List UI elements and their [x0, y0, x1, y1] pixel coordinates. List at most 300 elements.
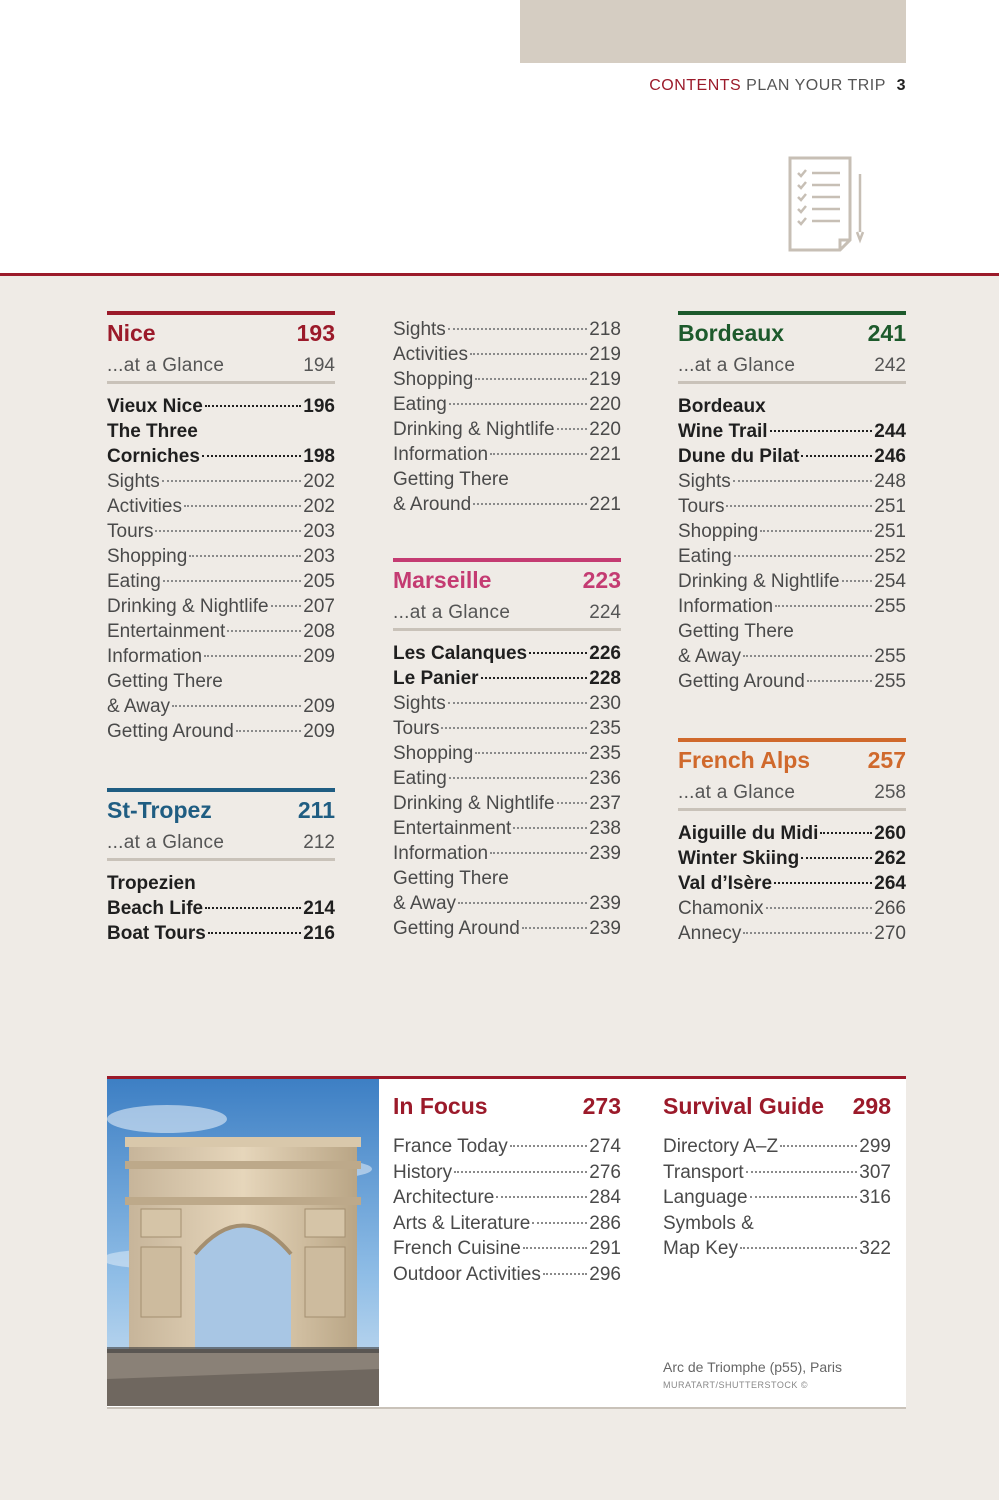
section-title: St-Tropez: [107, 797, 212, 823]
toc-entry[interactable]: [678, 494, 906, 519]
glance-label: ...at a Glance: [393, 601, 511, 623]
section-page: 257: [867, 747, 906, 773]
entry-label: Drinking & Nightlife: [678, 571, 840, 592]
entry-label: & Around: [393, 494, 472, 515]
toc-entry[interactable]: [107, 594, 335, 619]
section-page: 223: [582, 567, 621, 593]
dot-leader: [522, 927, 588, 929]
entry-page: 205: [303, 571, 335, 592]
dot-leader: [543, 1273, 587, 1275]
section-title-in-focus[interactable]: [393, 1093, 621, 1126]
toc-entry[interactable]: [393, 866, 621, 891]
dot-leader: [473, 503, 587, 505]
entry-page: 270: [874, 923, 906, 944]
dot-leader: [557, 428, 588, 430]
dot-leader: [557, 802, 588, 804]
entry-list: [678, 821, 906, 946]
toc-entry[interactable]: [393, 467, 621, 492]
entry-page: 216: [303, 923, 335, 944]
entry-label: Aiguille du Midi: [678, 823, 819, 844]
section-page: 298: [852, 1093, 891, 1119]
dot-leader: [189, 555, 301, 557]
entry-label: & Away: [393, 893, 457, 914]
dot-leader: [496, 1196, 587, 1198]
entry-page: 254: [874, 571, 906, 592]
dot-leader: [734, 555, 872, 557]
dot-leader: [770, 430, 873, 432]
column-left: [107, 311, 335, 946]
toc-entry[interactable]: [107, 644, 335, 669]
dot-leader: [775, 605, 872, 607]
entry-page: 262: [874, 848, 906, 869]
section-title-st-tropez[interactable]: [107, 788, 335, 827]
toc-entry[interactable]: [393, 392, 621, 417]
entry-page: 322: [859, 1238, 891, 1259]
toc-entry[interactable]: [393, 1211, 621, 1237]
entry-label: Eating: [393, 394, 447, 415]
toc-entry[interactable]: [678, 394, 906, 419]
dot-leader: [490, 852, 587, 854]
toc-entry[interactable]: [107, 419, 335, 444]
entry-label: French Cuisine: [393, 1238, 521, 1259]
glance-page: 258: [874, 781, 906, 803]
dot-leader: [204, 655, 301, 657]
entry-label: Beach Life: [107, 898, 204, 919]
entry-page: 255: [874, 596, 906, 617]
entry-page: 209: [303, 696, 335, 717]
entry-label: Getting Around: [678, 671, 805, 692]
toc-entry[interactable]: [663, 1134, 891, 1160]
dot-leader: [490, 453, 587, 455]
section-nice: [107, 311, 335, 744]
toc-entry[interactable]: [393, 666, 621, 691]
entry-page: 237: [589, 793, 621, 814]
entry-page: 284: [589, 1187, 621, 1208]
entry-page: 209: [303, 721, 335, 742]
toc-entry[interactable]: [393, 1236, 621, 1262]
dot-leader: [481, 677, 588, 679]
entry-page: 274: [589, 1136, 621, 1157]
toc-entry[interactable]: [107, 719, 335, 744]
entry-page: 202: [303, 471, 335, 492]
photo-credit: MURATART/SHUTTERSTOCK ©: [663, 1380, 808, 1390]
dot-leader: [510, 1145, 588, 1147]
entry-label: Transport: [663, 1161, 744, 1183]
entry-label: History: [393, 1161, 453, 1183]
toc-entry[interactable]: [393, 916, 621, 941]
toc-entry[interactable]: [663, 1160, 891, 1186]
entry-label: Eating: [678, 546, 732, 567]
toc-entry[interactable]: [393, 1185, 621, 1211]
entry-list-continued: [393, 317, 621, 517]
entry-page: 248: [874, 471, 906, 492]
entry-page: 238: [589, 818, 621, 839]
entry-page: 221: [589, 444, 621, 465]
entry-page: 296: [589, 1263, 621, 1285]
entry-label: Wine Trail: [678, 421, 768, 442]
glance-page: 194: [303, 354, 335, 376]
in-focus-section: [393, 1093, 621, 1287]
toc-entry[interactable]: [678, 896, 906, 921]
entry-label: Le Panier: [393, 668, 479, 689]
toc-entry[interactable]: [678, 871, 906, 896]
dot-leader: [236, 730, 302, 732]
entry-page: 235: [589, 743, 621, 764]
glance-row[interactable]: [393, 597, 621, 631]
entry-label: Entertainment: [393, 818, 512, 839]
toc-entry[interactable]: [393, 367, 621, 392]
section-title-bordeaux[interactable]: [678, 311, 906, 350]
entry-page: 220: [589, 419, 621, 440]
toc-entry[interactable]: [678, 569, 906, 594]
dot-leader: [529, 652, 587, 654]
entry-label: Shopping: [678, 521, 759, 542]
entry-label: Tours: [678, 496, 725, 517]
glance-label: ...at a Glance: [678, 781, 796, 803]
section-title-survival-guide[interactable]: [663, 1093, 891, 1126]
entry-page: 252: [874, 546, 906, 567]
dot-leader: [163, 580, 301, 582]
toc-entry[interactable]: [678, 419, 906, 444]
entry-label: Eating: [107, 571, 161, 592]
section-page: 211: [297, 797, 335, 823]
entry-label: Dune du Pilat: [678, 446, 800, 467]
dot-leader: [449, 777, 587, 779]
entry-label: Bordeaux: [678, 396, 766, 417]
dot-leader: [475, 378, 587, 380]
entry-page: 214: [303, 898, 335, 919]
toc-entry[interactable]: [107, 394, 335, 419]
section-french-alps: [678, 738, 906, 946]
toc-entry[interactable]: [107, 444, 335, 469]
running-head-section: PLAN YOUR TRIP: [746, 77, 886, 94]
entry-label: Shopping: [393, 369, 474, 390]
toc-entry[interactable]: [393, 766, 621, 791]
dot-leader: [743, 655, 872, 657]
entry-label: Information: [393, 444, 489, 465]
entry-label: Getting There: [107, 671, 223, 692]
toc-entry[interactable]: [678, 544, 906, 569]
entry-label: Outdoor Activities: [393, 1263, 541, 1285]
glance-row[interactable]: [107, 827, 335, 861]
toc-entry[interactable]: [678, 846, 906, 871]
toc-entry[interactable]: [393, 641, 621, 666]
entry-label: Drinking & Nightlife: [393, 419, 555, 440]
toc-entry[interactable]: [393, 791, 621, 816]
dot-leader: [449, 403, 587, 405]
section-bordeaux: [678, 311, 906, 694]
page-number: 3: [896, 77, 906, 94]
glance-label: ...at a Glance: [107, 354, 225, 376]
entry-label: The Three: [107, 421, 198, 442]
toc-entry[interactable]: [107, 494, 335, 519]
entry-page: 307: [859, 1161, 891, 1183]
dot-leader: [155, 530, 301, 532]
entry-label: Getting Around: [393, 918, 520, 939]
dot-leader: [766, 907, 873, 909]
bottom-panel: [107, 1076, 906, 1409]
entry-label: Arts & Literature: [393, 1212, 531, 1234]
running-head: [649, 77, 906, 95]
entry-label: Winter Skiing: [678, 848, 800, 869]
dot-leader: [513, 827, 587, 829]
entry-label: Getting There: [393, 868, 509, 889]
entry-list: [393, 1134, 621, 1287]
entry-page: 203: [303, 546, 335, 567]
entry-page: 219: [589, 344, 621, 365]
toc-entry[interactable]: [393, 1134, 621, 1160]
entry-page: 246: [874, 446, 906, 467]
toc-entry[interactable]: [393, 442, 621, 467]
column-middle: [393, 317, 621, 941]
entry-page: 299: [859, 1136, 891, 1157]
glance-row[interactable]: [678, 350, 906, 384]
entry-page: 236: [589, 768, 621, 789]
dot-leader: [184, 505, 301, 507]
section-title: Marseille: [393, 567, 492, 593]
entry-label: Chamonix: [678, 898, 764, 919]
dot-leader: [448, 328, 587, 330]
checklist-document-icon: [786, 156, 868, 252]
dot-leader: [458, 902, 587, 904]
dot-leader: [470, 353, 587, 355]
dot-leader: [271, 605, 302, 607]
entry-label: Sights: [107, 471, 160, 492]
entry-label: Corniches: [107, 446, 200, 467]
dot-leader: [227, 630, 301, 632]
entry-label: Activities: [393, 344, 468, 365]
entry-page: 208: [303, 621, 335, 642]
toc-entry[interactable]: [678, 519, 906, 544]
toc-entry[interactable]: [393, 1262, 621, 1288]
toc-entry[interactable]: [663, 1185, 891, 1211]
entry-page: 251: [874, 521, 906, 542]
section-title: Nice: [107, 320, 156, 346]
entry-list: [107, 394, 335, 744]
dot-leader: [807, 680, 873, 682]
section-st-tropez: [107, 788, 335, 946]
entry-label: Annecy: [678, 923, 742, 944]
entry-label: Activities: [107, 496, 182, 517]
entry-label: Sights: [393, 319, 446, 340]
toc-entry[interactable]: [107, 519, 335, 544]
toc-entry[interactable]: [678, 921, 906, 946]
dot-leader: [842, 580, 873, 582]
section-page: 241: [867, 320, 906, 346]
dot-leader: [205, 405, 302, 407]
entry-page: 286: [589, 1212, 621, 1234]
toc-entry[interactable]: [678, 644, 906, 669]
glance-row[interactable]: [107, 350, 335, 384]
entry-page: 264: [874, 873, 906, 894]
dot-leader: [208, 932, 301, 934]
dot-leader: [172, 705, 301, 707]
entry-page: 239: [589, 893, 621, 914]
entry-label: France Today: [393, 1136, 508, 1157]
top-tab: [520, 0, 906, 63]
entry-label: Tropezien: [107, 873, 196, 894]
toc-entry[interactable]: [107, 544, 335, 569]
entry-page: 198: [303, 446, 335, 467]
section-page: 193: [296, 320, 335, 346]
header-divider: [0, 273, 999, 276]
entry-page: 255: [874, 671, 906, 692]
toc-entry[interactable]: [678, 444, 906, 469]
dot-leader: [202, 455, 301, 457]
dot-leader: [750, 1196, 858, 1198]
section-title-french-alps[interactable]: [678, 738, 906, 777]
entry-label: Shopping: [107, 546, 188, 567]
column-right: [678, 311, 906, 946]
entry-page: 230: [589, 693, 621, 714]
entry-label: Directory A–Z: [663, 1136, 779, 1157]
entry-label: Getting Around: [107, 721, 234, 742]
photo-caption: Arc de Triomphe (p55), Paris: [663, 1359, 842, 1375]
glance-label: ...at a Glance: [678, 354, 796, 376]
entry-label: Vieux Nice: [107, 396, 203, 417]
entry-page: 218: [589, 319, 621, 340]
entry-label: Drinking & Nightlife: [393, 793, 555, 814]
entry-list: [678, 394, 906, 694]
toc-entry[interactable]: [393, 317, 621, 342]
dot-leader: [448, 702, 587, 704]
toc-entry[interactable]: [393, 417, 621, 442]
entry-label: Getting There: [393, 469, 509, 490]
toc-entry[interactable]: [678, 469, 906, 494]
dot-leader: [733, 480, 872, 482]
toc-entry[interactable]: [107, 871, 335, 896]
dot-leader: [774, 882, 872, 884]
section-page: 273: [582, 1093, 621, 1119]
entry-list: [107, 871, 335, 946]
entry-label: Sights: [393, 693, 446, 714]
dot-leader: [801, 857, 872, 859]
dot-leader: [780, 1145, 857, 1147]
dot-leader: [743, 932, 872, 934]
dot-leader: [454, 1171, 587, 1173]
entry-page: 228: [589, 668, 621, 689]
toc-entry[interactable]: [107, 619, 335, 644]
toc-entry[interactable]: [107, 469, 335, 494]
toc-entry[interactable]: [107, 694, 335, 719]
toc-entry[interactable]: [393, 741, 621, 766]
toc-entry[interactable]: [663, 1211, 891, 1237]
entry-page: 209: [303, 646, 335, 667]
entry-page: 291: [589, 1238, 621, 1259]
toc-entry[interactable]: [107, 921, 335, 946]
toc-entry[interactable]: [393, 492, 621, 517]
section-title: French Alps: [678, 747, 811, 773]
section-title: Survival Guide: [663, 1093, 825, 1119]
entry-page: 202: [303, 496, 335, 517]
entry-label: Tours: [393, 718, 440, 739]
section-title-nice[interactable]: [107, 311, 335, 350]
entry-label: Information: [678, 596, 774, 617]
toc-entry[interactable]: [393, 1160, 621, 1186]
dot-leader: [205, 907, 301, 909]
section-marseille: [393, 558, 621, 941]
entry-label: Entertainment: [107, 621, 226, 642]
section-title: Bordeaux: [678, 320, 785, 346]
entry-label: Boat Tours: [107, 923, 206, 944]
dot-leader: [801, 455, 872, 457]
entry-page: 255: [874, 646, 906, 667]
toc-entry[interactable]: [678, 619, 906, 644]
toc-entry[interactable]: [393, 816, 621, 841]
entry-page: 219: [589, 369, 621, 390]
entry-list: [393, 641, 621, 941]
entry-page: 221: [589, 494, 621, 515]
toc-entry[interactable]: [107, 896, 335, 921]
entry-page: 266: [874, 898, 906, 919]
entry-label: Shopping: [393, 743, 474, 764]
toc-entry[interactable]: [678, 669, 906, 694]
entry-label: Sights: [678, 471, 731, 492]
survival-guide-section: [663, 1093, 891, 1262]
toc-entry[interactable]: [678, 594, 906, 619]
entry-label: Architecture: [393, 1187, 495, 1208]
glance-label: ...at a Glance: [107, 831, 225, 853]
toc-entry[interactable]: [393, 691, 621, 716]
entry-label: Les Calanques: [393, 643, 528, 664]
entry-page: 276: [589, 1161, 621, 1183]
toc-entry[interactable]: [393, 841, 621, 866]
entry-page: 235: [589, 718, 621, 739]
running-head-contents: CONTENTS: [649, 77, 742, 94]
entry-page: 226: [589, 643, 621, 664]
section-title-marseille[interactable]: [393, 558, 621, 597]
toc-entry[interactable]: [107, 669, 335, 694]
dot-leader: [475, 752, 587, 754]
toc-entry[interactable]: [678, 821, 906, 846]
entry-label: & Away: [107, 696, 171, 717]
entry-page: 207: [303, 596, 335, 617]
toc-entry[interactable]: [107, 569, 335, 594]
dot-leader: [760, 530, 872, 532]
entry-page: 260: [874, 823, 906, 844]
entry-label: Tours: [107, 521, 154, 542]
toc-entry[interactable]: [393, 716, 621, 741]
glance-page: 212: [303, 831, 335, 853]
entry-label: Drinking & Nightlife: [107, 596, 269, 617]
section-title: In Focus: [393, 1093, 488, 1119]
entry-label: & Away: [678, 646, 742, 667]
toc-entry[interactable]: [393, 891, 621, 916]
entry-page: 244: [874, 421, 906, 442]
dot-leader: [441, 727, 587, 729]
glance-row[interactable]: [678, 777, 906, 811]
entry-page: 316: [859, 1187, 891, 1208]
dot-leader: [726, 505, 872, 507]
entry-page: 239: [589, 843, 621, 864]
entry-label: Getting There: [678, 621, 794, 642]
entry-label: Language: [663, 1187, 748, 1208]
glance-page: 242: [874, 354, 906, 376]
entry-page: 251: [874, 496, 906, 517]
entry-page: 203: [303, 521, 335, 542]
dot-leader: [523, 1247, 588, 1249]
toc-entry[interactable]: [663, 1236, 891, 1262]
dot-leader: [532, 1222, 587, 1224]
entry-page: 220: [589, 394, 621, 415]
arc-de-triomphe-photo: [107, 1079, 379, 1406]
dot-leader: [162, 480, 301, 482]
toc-entry[interactable]: [393, 342, 621, 367]
entry-page: 196: [303, 396, 335, 417]
entry-label: Eating: [393, 768, 447, 789]
entry-label: Map Key: [663, 1238, 738, 1259]
dot-leader: [820, 832, 872, 834]
